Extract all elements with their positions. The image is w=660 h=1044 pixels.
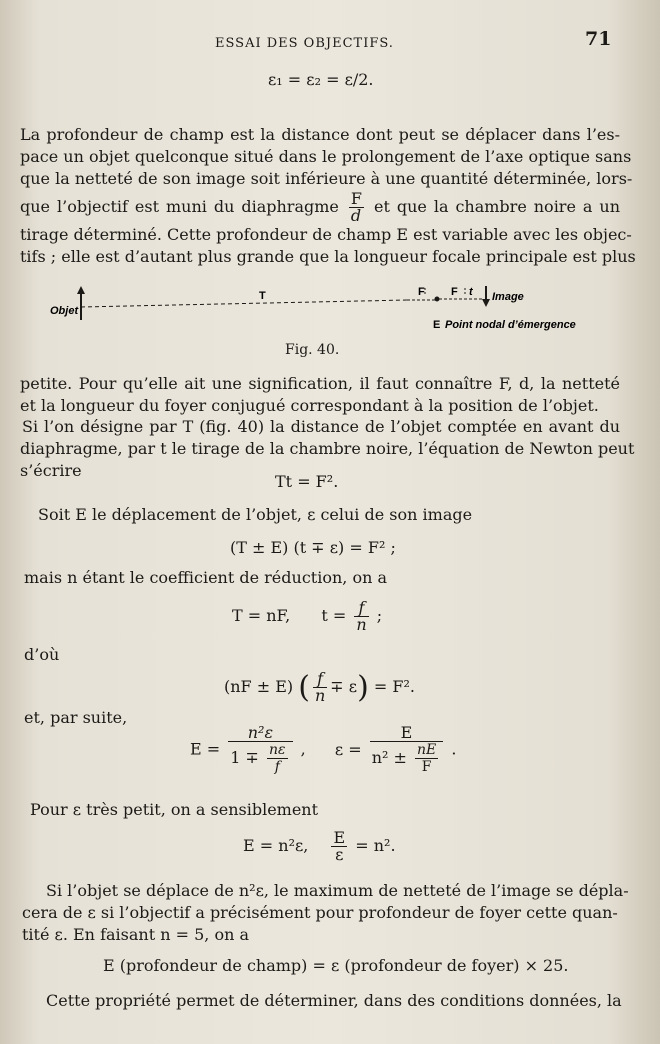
fraction-denominator: F (421, 759, 432, 775)
paragraph-maximum (22, 880, 629, 946)
eq-part: . (451, 739, 457, 759)
figure-40-diagram (40, 282, 600, 342)
text-line: s’écrire (20, 461, 82, 480)
text-line: et la longueur du foyer conjugué correspondant à la position de l’objet. (20, 396, 599, 415)
text-line: Cette propriété permet de déterminer, dans des conditions données, la (46, 991, 622, 1010)
paragraph-last (46, 990, 622, 1012)
eq-part: ; (376, 606, 383, 625)
label-t: t (469, 286, 473, 298)
paragraph-depth-of-field (20, 124, 636, 268)
eq-part: ε = (334, 739, 362, 759)
fraction-denominator (228, 742, 292, 775)
nodal-point (435, 297, 440, 302)
fraction-numerator: E (370, 725, 444, 742)
text-line: Si l’on désigne par T (fig. 40) la distance de l’objet comptée en avant du (22, 417, 620, 436)
label-F1: F (418, 286, 425, 298)
text-coefficient: mais n étant le coefficient de réduction, on a (24, 568, 387, 587)
eq-part: ∓ ε (330, 677, 358, 696)
text-line: cera de ε si l’objectif a précisément pour profondeur de foyer cette quan- (22, 903, 618, 922)
equation-epsilon: ε₁ = ε₂ = ε/2. (268, 70, 374, 89)
fraction-denominator: ε (335, 845, 344, 864)
nested-fraction (415, 742, 438, 775)
fraction-denominator: n (314, 686, 326, 705)
text-line: tité ε. En faisant n = 5, on a (22, 925, 250, 944)
optical-axis (81, 300, 407, 307)
fraction-denominator: f (274, 759, 280, 775)
label-image: Image (492, 291, 524, 303)
fraction-numerator: F (350, 189, 362, 208)
equation-small (243, 830, 396, 863)
equation-newton: Tt = F². (275, 472, 339, 491)
eq-part: , (300, 739, 306, 759)
fraction-denominator: n (356, 615, 367, 634)
den-part: n² ± (371, 748, 407, 767)
text-line: tifs ; elle est d’autant plus grande que la longueur focale principale est plus (20, 247, 636, 266)
running-title: ESSAI DES OBJECTIFS. (215, 36, 394, 51)
text-line: pace un objet quelconque situé dans le prolongement de l’axe optique sans (20, 147, 632, 166)
fraction-f-over-n (354, 600, 368, 633)
equation-final: E (profondeur de champ) = ε (profondeur de foyer) × 25. (103, 956, 569, 975)
text-line: que la netteté de son image soit inférieure à une quantité déterminée, lors- (20, 169, 633, 188)
label-point-nodal: Point nodal d’émergence (445, 319, 576, 331)
fraction-aperture (349, 191, 364, 224)
text-line-with-fraction (20, 190, 620, 224)
text-line: Si l’objet se déplace de n²ε, le maximum de netteté de l’image se dépla- (46, 881, 629, 900)
fraction-E-over-epsilon (331, 830, 347, 863)
text-line: petite. Pour qu’elle ait une signification, il faut connaître F, d, la netteté (20, 374, 620, 393)
text-line: diaphragme, par t le tirage de la chambre noire, l’équation de Newton peut (20, 439, 635, 458)
fraction-numerator: nε (269, 742, 286, 758)
paren-close: ) (357, 670, 369, 705)
text-segment: et que la chambre noire a un (373, 197, 621, 216)
label-T: T (259, 290, 266, 302)
equation-reduction (232, 600, 382, 633)
eq-part: = F². (373, 677, 415, 696)
fraction-f-over-n (313, 671, 327, 704)
text-par-suite: et, par suite, (24, 708, 128, 727)
label-E: E (433, 319, 441, 331)
label-F2: F (451, 286, 458, 298)
page-number: 71 (585, 28, 612, 50)
fraction-numerator: n²ε (228, 725, 292, 742)
text-epsilon-small: Pour ε très petit, on a sensiblement (30, 800, 319, 819)
eq-part: t = (321, 606, 347, 625)
text-line: La profondeur de champ est la distance dont peut se déplacer dans l’es- (20, 125, 620, 144)
object-arrowhead (77, 286, 85, 294)
nested-fraction (267, 742, 288, 775)
fraction-numerator: nE (417, 742, 437, 758)
eq-part: E = (190, 739, 221, 759)
equation-E (190, 725, 456, 775)
fraction-E (228, 725, 292, 775)
figure-caption: Fig. 40. (285, 342, 340, 358)
text-line: tirage déterminé. Cette profondeur de champ E est variable avec les objec- (20, 225, 632, 244)
eq-part: T = nF, (232, 606, 291, 625)
den-part: 1 ∓ (230, 748, 259, 767)
image-arrowhead (482, 299, 490, 307)
fraction-denominator: d (350, 206, 362, 225)
eq-part: E = n²ε, (243, 836, 309, 855)
text-segment: que l’objectif est muni du diaphragme (20, 197, 339, 216)
label-objet: Objet (50, 305, 79, 317)
eq-part: = n². (355, 836, 396, 855)
paragraph-signification (20, 373, 620, 417)
text-dou: d’où (24, 645, 60, 664)
fraction-numerator: E (333, 828, 346, 847)
eq-part: (nF ± E) (224, 677, 294, 696)
text-soit-E: Soit E le déplacement de l’objet, ε celui de son image (38, 505, 473, 524)
equation-shift: (T ± E) (t ∓ ε) = F² ; (230, 538, 396, 557)
fraction-denominator (370, 742, 444, 775)
fraction-epsilon (370, 725, 444, 775)
fraction-numerator: f (313, 671, 327, 688)
equation-combined (224, 670, 415, 705)
fraction-numerator: f (354, 600, 368, 617)
paren-open: ( (298, 670, 310, 705)
